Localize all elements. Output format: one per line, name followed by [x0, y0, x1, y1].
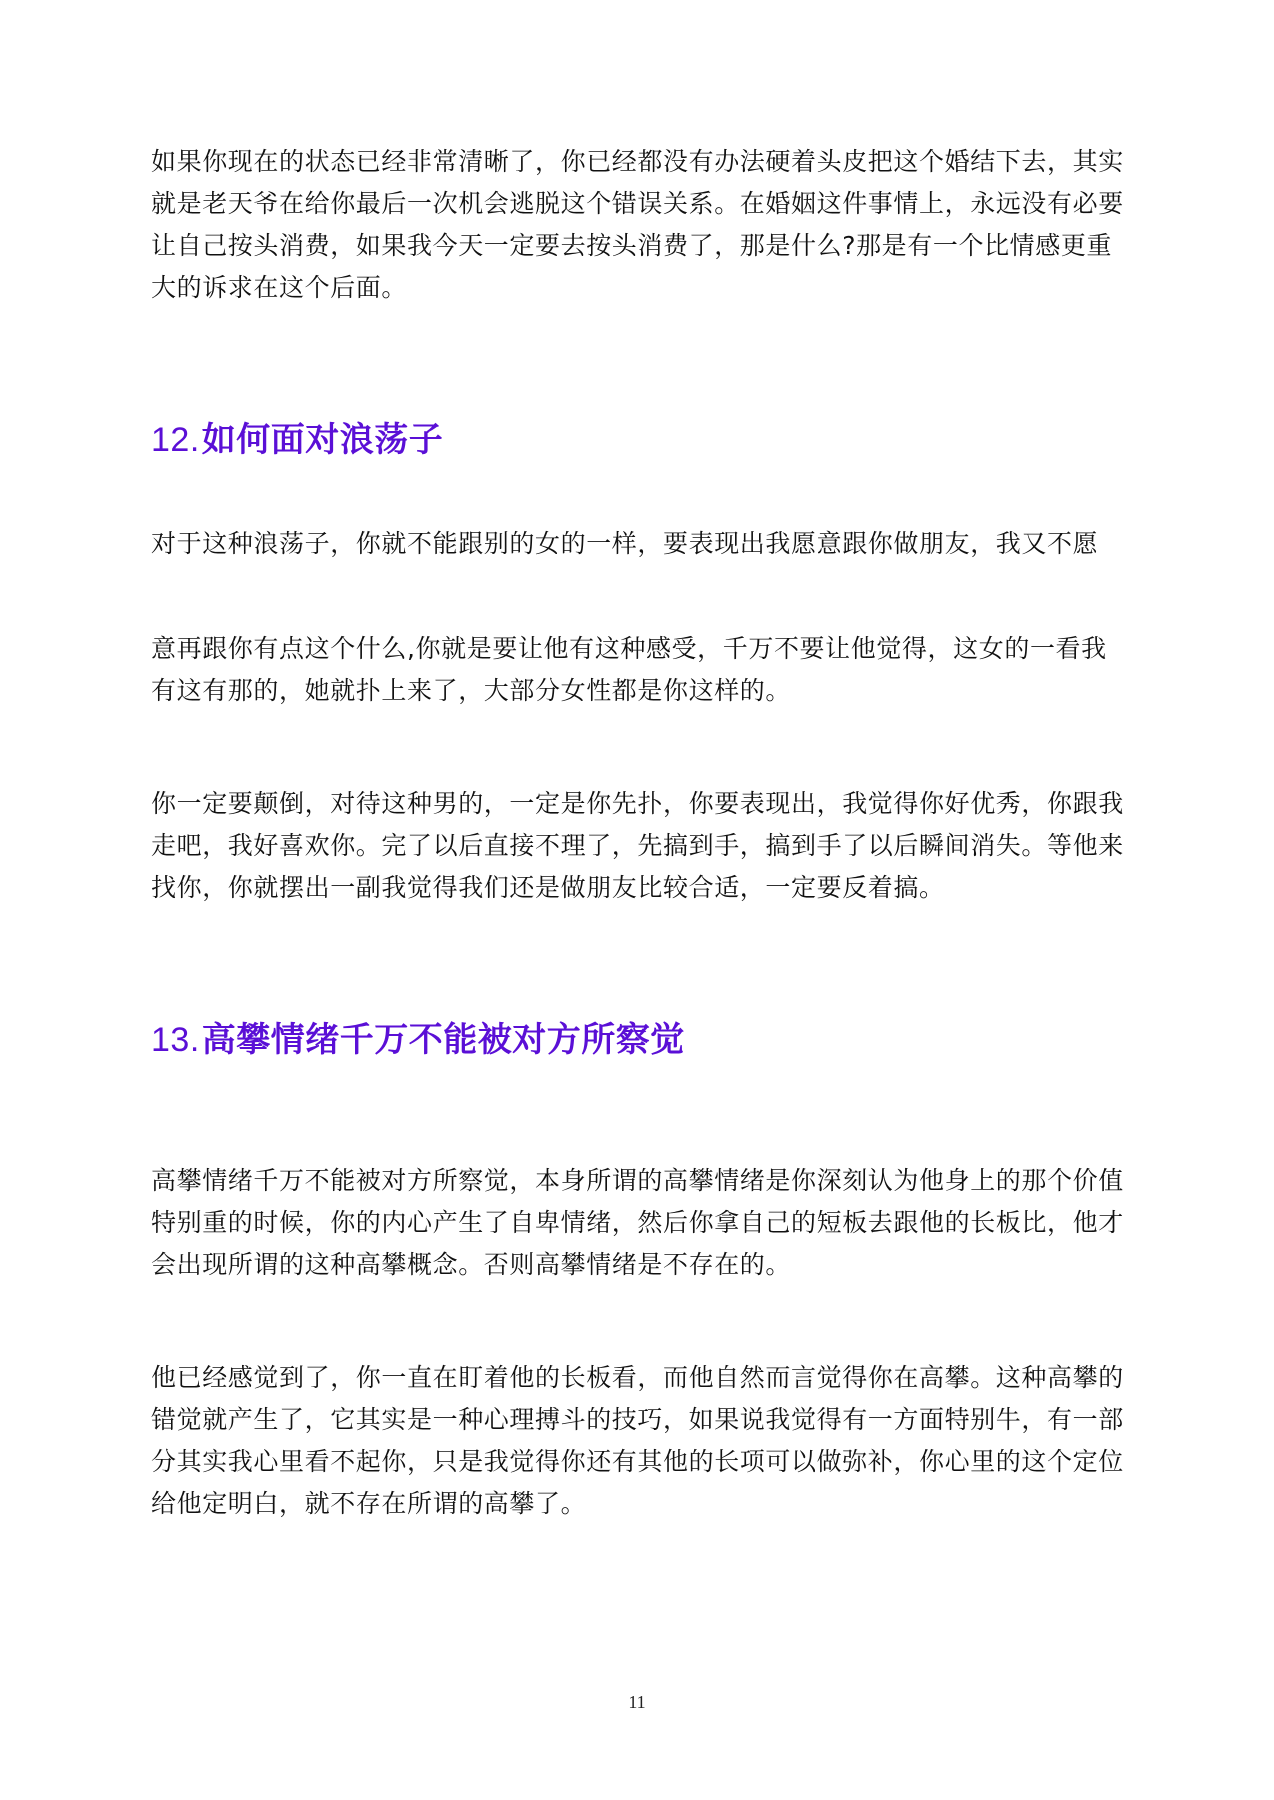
heading-title: 高攀情绪千万不能被对方所察觉 — [201, 1020, 685, 1060]
paragraph: 对于这种浪荡子，你就不能跟别的女的一样，要表现出我愿意跟你做朋友，我又不愿 — [151, 529, 1099, 558]
paragraph-block-1 — [151, 141, 1131, 309]
heading-title: 如何面对浪荡子 — [201, 420, 444, 460]
paragraph-block-3 — [151, 628, 1131, 712]
page-number: 11 — [628, 1692, 646, 1712]
paragraph: 高攀情绪千万不能被对方所察觉，本身所谓的高攀情绪是你深刻认为他身上的那个价值特别重的时候，你的内心产生了自卑情绪，然后你拿自己的短板去跟他的长板比，他才会出现所谓的这种高攀概念。否则高攀情绪是不存在的。 — [151, 1166, 1124, 1279]
paragraph: 他已经感觉到了，你一直在盯着他的长板看，而他自然而言觉得你在高攀。这种高攀的错觉就产生了，它其实是一种心理搏斗的技巧，如果说我觉得有一方面特别牛，有一部分其实我心里看不起你，只是我觉得你还有其他的长项可以做弥补，你心里的这个定位给他定明白，就不存在所谓的高攀了。 — [151, 1363, 1124, 1518]
heading-number: 13. — [151, 1021, 200, 1059]
section-heading-12 — [151, 418, 1131, 462]
paragraph-block-5 — [151, 1160, 1131, 1286]
section-heading — [151, 418, 1131, 462]
paragraph-block-6 — [151, 1357, 1131, 1525]
paragraph-block-4 — [151, 783, 1131, 909]
paragraph: 意再跟你有点这个什么,你就是要让他有这种感受，千万不要让他觉得，这女的一看我有这有那的，她就扑上来了，大部分女性都是你这样的。 — [151, 634, 1107, 705]
paragraph-block-2 — [151, 523, 1131, 565]
section-heading — [151, 1018, 1131, 1062]
paragraph: 如果你现在的状态已经非常清晰了，你已经都没有办法硬着头皮把这个婚结下去，其实就是老天爷在给你最后一次机会逃脱这个错误关系。在婚姻这件事情上，永远没有必要让自己按头消费，如果我今天一定要去按头消费了，那是什么?那是有一个比情感更重大的诉求在这个后面。 — [151, 147, 1124, 302]
heading-number: 12. — [151, 421, 200, 459]
section-heading-13 — [151, 1018, 1131, 1062]
paragraph: 你一定要颠倒，对待这种男的，一定是你先扑，你要表现出，我觉得你好优秀，你跟我走吧，我好喜欢你。完了以后直接不理了，先搞到手，搞到手了以后瞬间消失。等他来找你，你就摆出一副我觉得我们还是做朋友比较合适，一定要反着搞。 — [151, 789, 1124, 902]
